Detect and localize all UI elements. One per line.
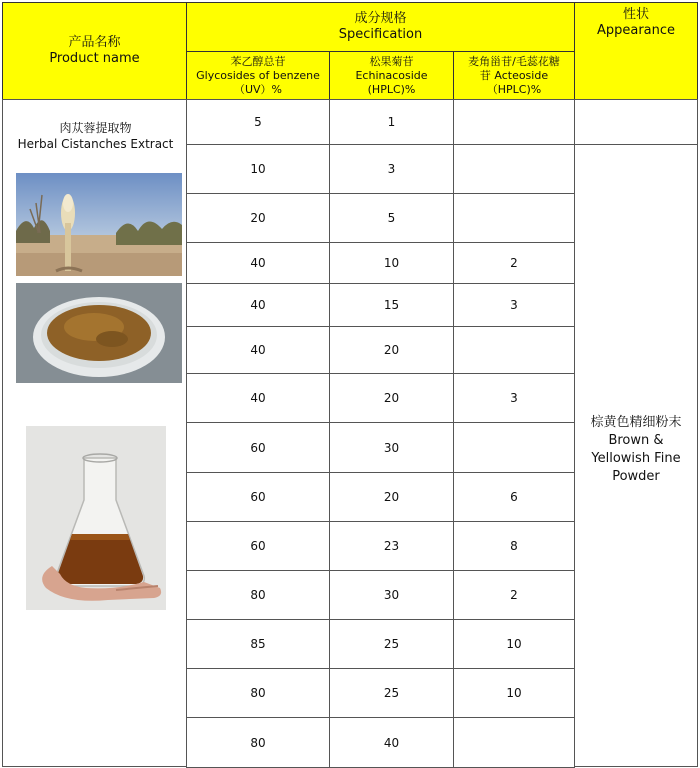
header-spec-zh: 成分规格 bbox=[354, 11, 407, 26]
product-name-en: Herbal Cistanches Extract bbox=[17, 137, 174, 151]
photo-extract-flask bbox=[26, 426, 166, 610]
cell-acteoside: 10 bbox=[453, 619, 575, 669]
appearance-text bbox=[575, 414, 697, 486]
cell-uv: 60 bbox=[186, 521, 330, 571]
col-echinacoside-unit: (HPLC)% bbox=[367, 82, 416, 96]
cell-acteoside bbox=[453, 717, 575, 768]
col-uv-en: Glycosides of benzene bbox=[196, 68, 320, 82]
cell-echinacoside: 20 bbox=[329, 373, 454, 423]
appearance-cell-first bbox=[574, 99, 698, 145]
cell-uv: 40 bbox=[186, 242, 330, 284]
col-acteoside-zh: 麦角甾苷/毛蕊花糖 bbox=[468, 54, 560, 68]
cell-echinacoside: 20 bbox=[329, 472, 454, 522]
cell-uv: 80 bbox=[186, 570, 330, 620]
cell-echinacoside: 10 bbox=[329, 242, 454, 284]
cell-uv: 80 bbox=[186, 668, 330, 718]
appearance-en-line3: Powder bbox=[612, 469, 660, 484]
cell-echinacoside: 5 bbox=[329, 193, 454, 243]
header-product-name-en: Product name bbox=[49, 51, 140, 66]
cell-acteoside: 8 bbox=[453, 521, 575, 571]
cell-acteoside: 2 bbox=[453, 570, 575, 620]
header-appearance-en: Appearance bbox=[596, 23, 676, 38]
col-uv-unit: （UV）% bbox=[233, 82, 283, 96]
cell-echinacoside: 3 bbox=[329, 144, 454, 194]
col-acteoside-unit: （HPLC)% bbox=[486, 82, 542, 96]
header-col-uv bbox=[186, 51, 330, 100]
cell-acteoside bbox=[453, 422, 575, 473]
cell-uv: 80 bbox=[186, 717, 330, 768]
cell-acteoside: 3 bbox=[453, 373, 575, 423]
cell-echinacoside: 23 bbox=[329, 521, 454, 571]
col-acteoside-en: 苷 Acteoside bbox=[479, 68, 549, 82]
header-appearance bbox=[574, 2, 698, 100]
photo-cistanche-plant bbox=[16, 173, 182, 276]
col-uv-zh: 苯乙醇总苷 bbox=[230, 54, 286, 68]
cell-acteoside bbox=[453, 99, 575, 145]
cell-acteoside bbox=[453, 193, 575, 243]
cell-echinacoside: 40 bbox=[329, 717, 454, 768]
cell-acteoside: 3 bbox=[453, 283, 575, 327]
cell-acteoside: 2 bbox=[453, 242, 575, 284]
cell-echinacoside: 25 bbox=[329, 668, 454, 718]
cell-echinacoside: 20 bbox=[329, 326, 454, 374]
cell-acteoside: 10 bbox=[453, 668, 575, 718]
appearance-en-line1: Brown & bbox=[608, 433, 664, 448]
cell-echinacoside: 25 bbox=[329, 619, 454, 669]
appearance-zh: 棕黄色精细粉末 bbox=[590, 415, 682, 430]
header-product-name bbox=[2, 2, 187, 100]
cell-acteoside: 6 bbox=[453, 472, 575, 522]
cell-echinacoside: 15 bbox=[329, 283, 454, 327]
cell-uv: 40 bbox=[186, 283, 330, 327]
cell-echinacoside: 1 bbox=[329, 99, 454, 145]
cell-uv: 5 bbox=[186, 99, 330, 145]
header-spec-en: Specification bbox=[338, 27, 423, 42]
cell-acteoside bbox=[453, 326, 575, 374]
header-appearance-zh: 性状 bbox=[622, 7, 649, 22]
cell-uv: 40 bbox=[186, 373, 330, 423]
header-specification bbox=[186, 2, 575, 52]
cell-echinacoside: 30 bbox=[329, 570, 454, 620]
cell-uv: 10 bbox=[186, 144, 330, 194]
cell-uv: 20 bbox=[186, 193, 330, 243]
product-name bbox=[8, 120, 183, 152]
appearance-en-line2: Yellowish Fine bbox=[591, 451, 681, 466]
header-col-echinacoside bbox=[329, 51, 454, 100]
header-col-acteoside bbox=[453, 51, 575, 100]
cell-uv: 60 bbox=[186, 472, 330, 522]
cell-echinacoside: 30 bbox=[329, 422, 454, 473]
cell-uv: 60 bbox=[186, 422, 330, 473]
header-product-name-zh: 产品名称 bbox=[68, 35, 121, 50]
product-name-zh: 肉苁蓉提取物 bbox=[59, 121, 132, 135]
cell-acteoside bbox=[453, 144, 575, 194]
photo-extract-powder bbox=[16, 283, 182, 383]
col-echinacoside-en: Echinacoside bbox=[355, 68, 428, 82]
col-echinacoside-zh: 松果菊苷 bbox=[369, 54, 414, 68]
cell-uv: 85 bbox=[186, 619, 330, 669]
cell-uv: 40 bbox=[186, 326, 330, 374]
